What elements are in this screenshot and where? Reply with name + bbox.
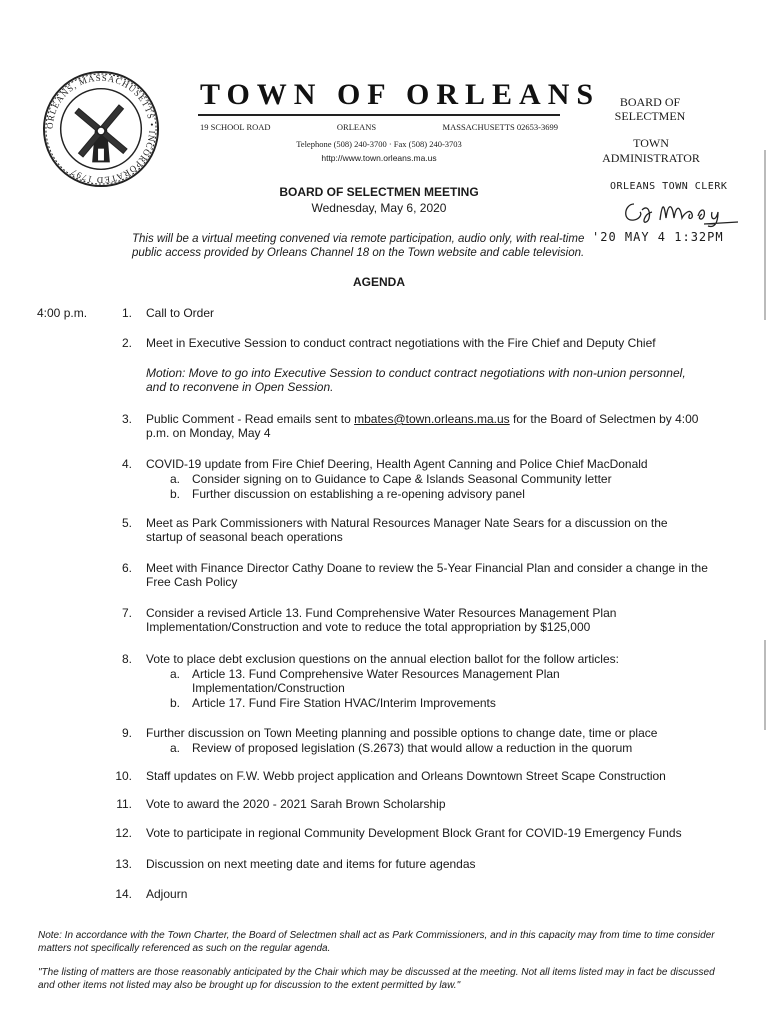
sub-item: a. Review of proposed legislation (S.2673) that would allow a reduction in the quorum: [169, 741, 633, 755]
item-text: Discussion on next meeting date and items for future agendas: [146, 857, 476, 871]
website-url: http://www.town.orleans.ma.us: [321, 153, 437, 163]
park-commissioners-note: Note: In accordance with the Town Charter, the Board of Selectmen shall act as Park Commissioners, and in this capacity may from time to time consider matters not specifically referenced as such on the regular agenda.: [38, 930, 715, 954]
item-number: 10.: [115, 769, 132, 783]
town-administrator-label: TOWN ADMINISTRATOR: [602, 136, 700, 165]
street-address: 19 SCHOOL ROAD: [200, 122, 271, 132]
item-number: 14.: [115, 887, 132, 901]
item-text: Call to Order: [146, 306, 215, 320]
item-number: 8.: [121, 652, 132, 666]
item-number: 1.: [121, 306, 132, 320]
sub-item: b. Further discussion on establishing a re-opening advisory panel: [169, 487, 525, 501]
email-link[interactable]: mbates@town.orleans.ma.us: [354, 412, 510, 426]
item-number: 4.: [121, 457, 132, 471]
header-divider: [198, 114, 560, 116]
item-text: Adjourn: [146, 887, 188, 901]
item-text: Meet as Park Commissioners with Natural Resources Manager Nate Sears for a discussion on the startup of seasonal beach operations: [146, 516, 668, 544]
town-seal-logo: [42, 70, 160, 188]
item-number: 11.: [116, 797, 132, 811]
clerk-signature: [620, 194, 740, 228]
town-name-heading: TOWN OF ORLEANS: [200, 78, 601, 111]
received-date-stamp: '20 MAY 4 1:32PM: [592, 230, 724, 244]
start-time: 4:00 p.m.: [37, 306, 88, 320]
item-text: Consider a revised Article 13. Fund Comprehensive Water Resources Management Plan Implementation/Construction and vote to reduce the total appropriation by $125,000: [146, 606, 617, 634]
item-number: 3.: [121, 412, 132, 426]
item-number: 13.: [115, 857, 132, 871]
item-text: Public Comment - Read emails sent to: [146, 412, 355, 426]
scan-edge-mark: [764, 640, 766, 730]
sub-item: a. Consider signing on to Guidance to Cape & Islands Seasonal Community letter: [169, 472, 612, 486]
board-of-selectmen-label: BOARD OF SELECTMEN: [614, 95, 686, 123]
item-number: 2.: [121, 336, 132, 350]
agenda-disclaimer: "The listing of matters are those reasonably anticipated by the Chair which may be discussed at the meeting. Not all items listed may in fact be discussed and other items not listed may also be brought up for discussion to the extent permitted by law.": [38, 967, 715, 991]
item-text: Staff updates on F.W. Webb project application and Orleans Downtown Street Scape Construction: [146, 769, 666, 783]
item-text: COVID-19 update from Fire Chief Deering, Health Agent Canning and Police Chief MacDonald: [146, 457, 648, 471]
phone-fax-line: Telephone (508) 240-3700 · Fax (508) 240-3703: [296, 139, 462, 149]
item-number: 5.: [121, 516, 132, 530]
item-text: Further discussion on Town Meeting planning and possible options to change date, time or place: [146, 726, 658, 740]
item-text: Meet with Finance Director Cathy Doane to review the 5-Year Financial Plan and consider a change in the Free Cash Policy: [146, 561, 708, 589]
item-text: Vote to award the 2020 - 2021 Sarah Brown Scholarship: [146, 797, 446, 811]
agenda-heading: AGENDA: [352, 275, 405, 289]
item-number: 7.: [121, 606, 132, 620]
sub-item: a. Article 13. Fund Comprehensive Water Resources Management Plan Implementation/Construction: [169, 667, 560, 695]
scan-edge-mark: [764, 150, 766, 320]
state-zip: MASSACHUSETTS 02653-3699: [442, 122, 558, 132]
item-number: 6.: [121, 561, 132, 575]
address-line: [200, 122, 558, 132]
city: ORLEANS: [336, 122, 377, 132]
motion-text: Motion: Move to go into Executive Session to conduct contract negotiations with non-union personnel, and to reconvene in Open Session.: [146, 366, 686, 394]
seal-ring-text: ORLEANS, MASSACHUSETTS • INCORPORATED 1797: [44, 72, 158, 186]
meeting-date: Wednesday, May 6, 2020: [311, 201, 447, 215]
item-text: Vote to place debt exclusion questions on the annual election ballot for the follow articles:: [146, 652, 619, 666]
item-number: 12.: [115, 826, 132, 840]
item-text: Meet in Executive Session to conduct contract negotiations with the Fire Chief and Deputy Chief: [146, 336, 656, 350]
item-text: Vote to participate in regional Community Development Block Grant for COVID-19 Emergency Funds: [146, 826, 682, 840]
virtual-meeting-notice: This will be a virtual meeting convened via remote participation, audio only, with real-time public access provided by Orleans Channel 18 on the Town website and cable television.: [132, 233, 585, 259]
item-number: 9.: [121, 726, 132, 740]
town-clerk-stamp: ORLEANS TOWN CLERK: [610, 181, 728, 192]
sub-item: b. Article 17. Fund Fire Station HVAC/Interim Improvements: [169, 696, 496, 710]
meeting-title: BOARD OF SELECTMEN MEETING: [279, 185, 479, 199]
